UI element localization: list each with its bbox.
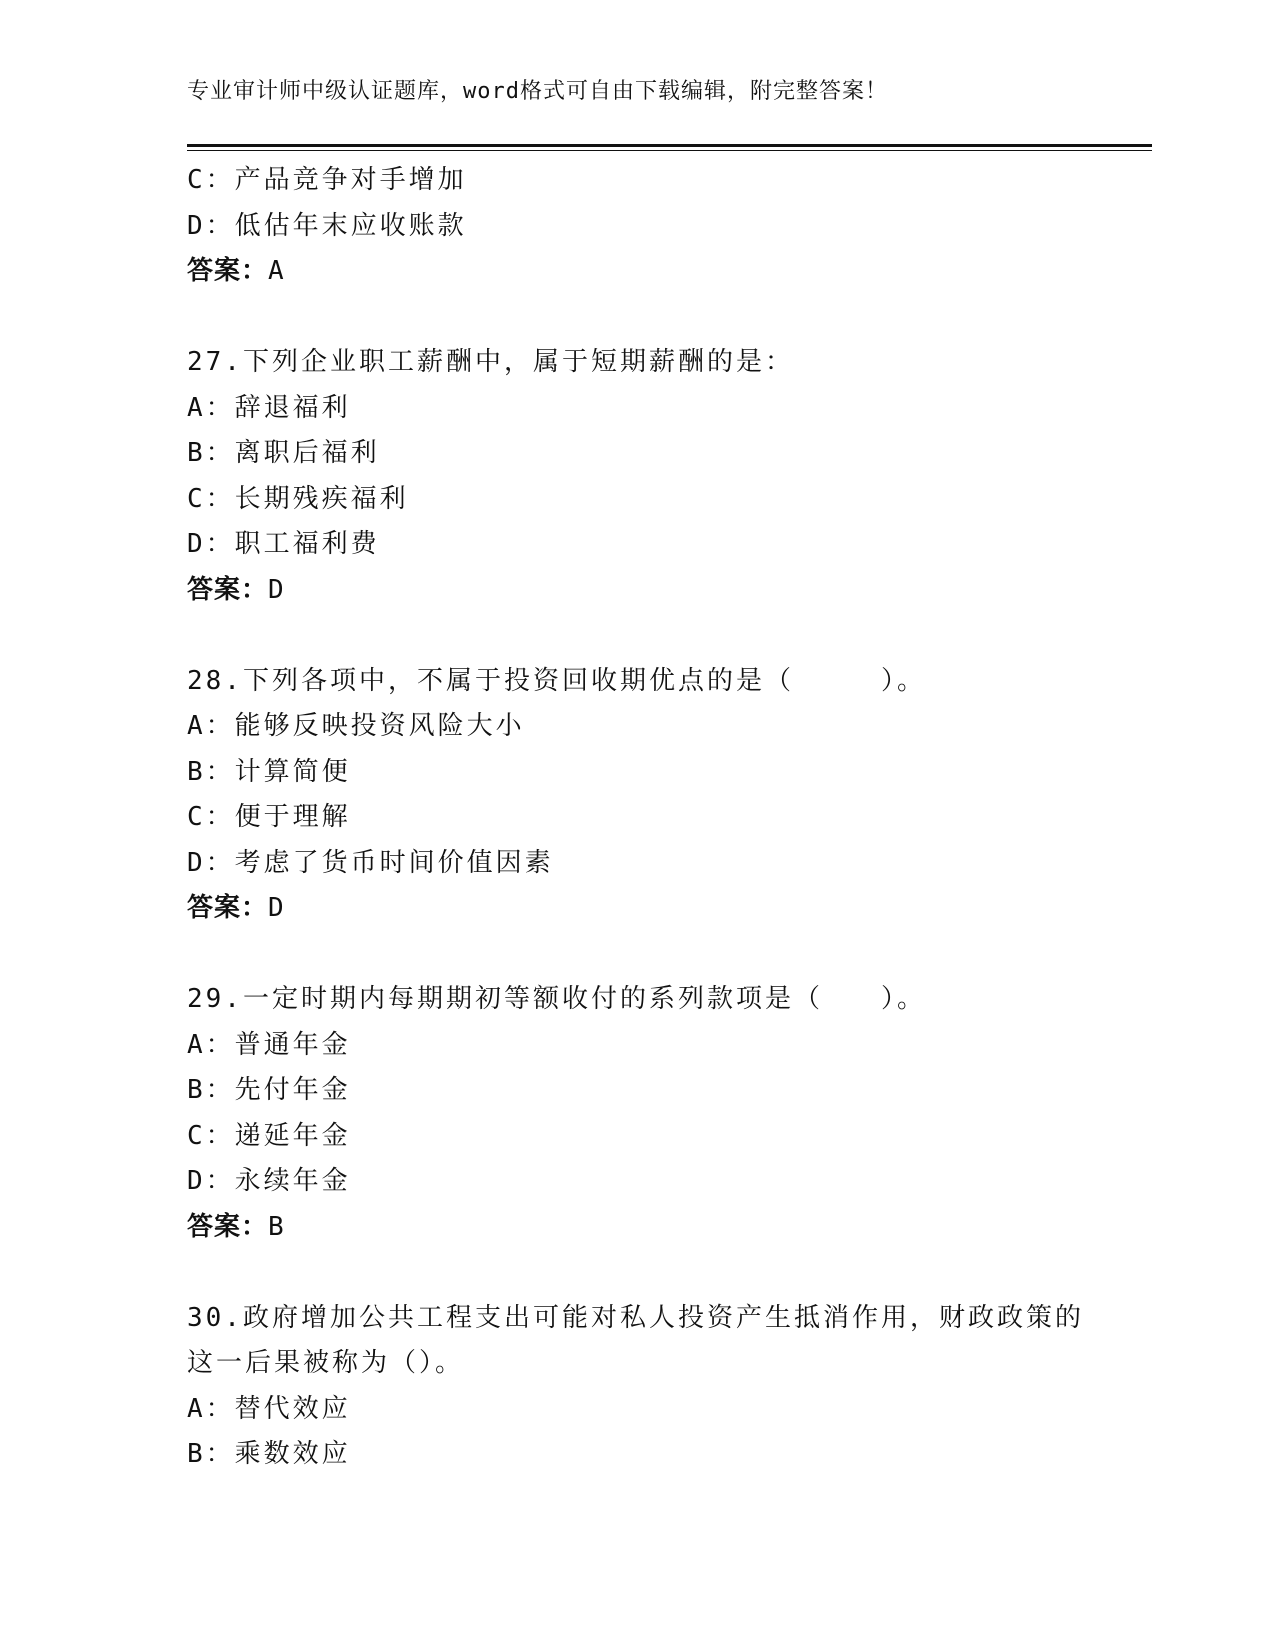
spacer (187, 1250, 1087, 1296)
page-header: 专业审计师中级认证题库，word格式可自由下载编辑，附完整答案！ (187, 79, 888, 104)
option-d: D：永续年金 (187, 1166, 351, 1196)
answer-value: D (268, 893, 285, 923)
answer-label: 答案： (187, 574, 269, 605)
answer-label: 答案： (187, 256, 269, 286)
option-a: A：能够反映投资风险大小 (187, 711, 525, 741)
answer-line (187, 1205, 1087, 1251)
header-rule-thick (187, 144, 1152, 147)
spacer (187, 932, 1087, 978)
option-d: D：考虑了货币时间价值因素 (187, 847, 554, 878)
option-a: A：普通年金 (187, 1029, 351, 1060)
option-c: C：产品竞争对手增加 (187, 165, 467, 195)
option-c: C：长期残疾福利 (187, 483, 409, 514)
question-stem-27: 27.下列企业职工薪酬中，属于短期薪酬的是： (187, 347, 794, 377)
answer-value: D (268, 574, 285, 605)
option-c: C：递延年金 (187, 1120, 351, 1151)
option-b: B：乘数效应 (187, 1439, 351, 1469)
option-c: C：便于理解 (187, 802, 351, 832)
option-d: D：职工福利费 (187, 529, 380, 559)
spacer (187, 613, 1087, 659)
question-stem-30-line1: 30.政府增加公共工程支出可能对私人投资产生抵消作用，财政政策的 (187, 1302, 1084, 1333)
option-a: A：替代效应 (187, 1393, 351, 1424)
answer-value: A (268, 256, 285, 286)
header-rule-thin (187, 150, 1152, 151)
question-content (187, 158, 1087, 1478)
answer-line (187, 568, 1087, 614)
option-b: B：先付年金 (187, 1075, 351, 1105)
question-stem-28: 28.下列各项中，不属于投资回收期优点的是（ ）。 (187, 665, 926, 696)
answer-label: 答案： (187, 1211, 269, 1242)
answer-label: 答案： (187, 893, 269, 923)
spacer (187, 295, 1087, 341)
option-a: A：辞退福利 (187, 392, 351, 423)
question-stem-30-line2: 这一后果被称为（）。 (187, 1348, 465, 1378)
option-b: B：计算简便 (187, 756, 351, 787)
answer-line (187, 886, 1087, 932)
question-stem-29: 29.一定时期内每期期初等额收付的系列款项是（ ）。 (187, 984, 926, 1014)
option-d: D：低估年末应收账款 (187, 210, 467, 241)
answer-line (187, 249, 1087, 295)
option-b: B：离职后福利 (187, 438, 380, 468)
answer-value: B (268, 1211, 285, 1242)
